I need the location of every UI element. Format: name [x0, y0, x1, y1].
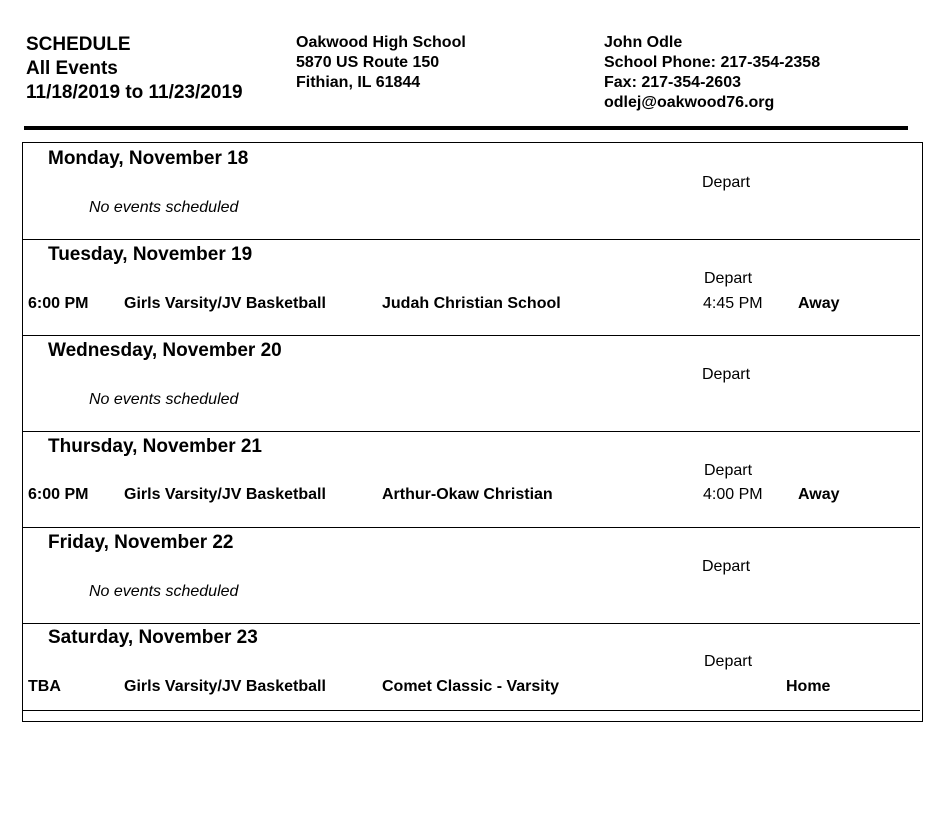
depart-header: Depart: [702, 174, 751, 191]
event-name: Girls Varsity/JV Basketball: [124, 678, 326, 695]
school-name: Oakwood High School: [296, 34, 466, 51]
event-opponent: Comet Classic - Varsity: [382, 678, 559, 695]
contact-name: John Odle: [604, 34, 683, 51]
event-depart-time: 4:00 PM: [703, 486, 763, 503]
contact-info: [604, 33, 820, 113]
event-row: [23, 295, 920, 315]
event-location: Away: [798, 486, 840, 503]
depart-header: Depart: [702, 558, 751, 575]
no-events-message: No events scheduled: [89, 583, 239, 600]
contact-email: odlej@oakwood76.org: [604, 94, 775, 111]
day-section-thursday: [23, 431, 920, 528]
day-section-wednesday: [23, 335, 920, 432]
document-subtitle: All Events: [26, 58, 118, 79]
day-section-friday: [23, 527, 920, 624]
school-info: [296, 33, 466, 93]
depart-header: Depart: [704, 462, 753, 479]
event-name: Girls Varsity/JV Basketball: [124, 486, 326, 503]
event-time: 6:00 PM: [28, 486, 89, 503]
depart-header: Depart: [704, 653, 753, 670]
event-location: Away: [798, 295, 840, 312]
day-section-saturday: [23, 614, 920, 711]
depart-header: Depart: [704, 270, 753, 287]
day-title: Friday, November 22: [48, 532, 234, 553]
event-time: 6:00 PM: [28, 295, 89, 312]
depart-header: Depart: [702, 366, 751, 383]
document-title: SCHEDULE: [26, 34, 131, 55]
event-opponent: Judah Christian School: [382, 295, 561, 312]
event-opponent: Arthur-Okaw Christian: [382, 486, 553, 503]
event-row: [23, 678, 920, 698]
day-title: Wednesday, November 20: [48, 340, 282, 361]
schedule-table: [22, 142, 923, 722]
event-location: Home: [786, 678, 831, 695]
event-name: Girls Varsity/JV Basketball: [124, 295, 326, 312]
school-city: Fithian, IL 61844: [296, 74, 421, 91]
no-events-message: No events scheduled: [89, 391, 239, 408]
day-title: Saturday, November 23: [48, 627, 258, 648]
day-title: Thursday, November 21: [48, 436, 263, 457]
no-events-message: No events scheduled: [89, 199, 239, 216]
event-row: [23, 486, 920, 506]
school-address: 5870 US Route 150: [296, 54, 440, 71]
date-range: 11/18/2019 to 11/23/2019: [26, 82, 243, 103]
day-section-tuesday: [23, 239, 920, 336]
day-title: Monday, November 18: [48, 148, 249, 169]
event-depart-time: 4:45 PM: [703, 295, 763, 312]
header-divider: [24, 126, 908, 130]
schedule-title-block: [26, 33, 243, 105]
event-time: TBA: [28, 678, 61, 695]
day-title: Tuesday, November 19: [48, 244, 253, 265]
contact-fax: Fax: 217-354-2603: [604, 74, 741, 91]
contact-phone: School Phone: 217-354-2358: [604, 54, 821, 71]
day-section-monday: [23, 143, 920, 240]
